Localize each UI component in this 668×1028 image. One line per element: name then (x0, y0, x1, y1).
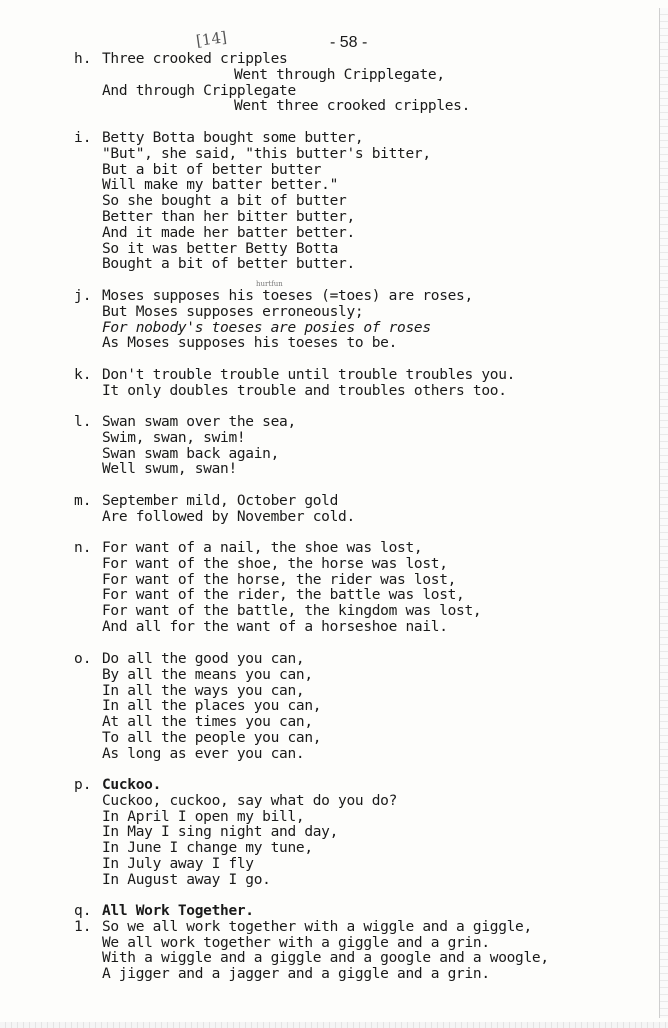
rhyme-line: With a wiggle and a giggle and a google and a woogle, (102, 950, 549, 967)
rhyme-line: Went three crooked cripples. (234, 98, 471, 115)
handwritten-annotation: hurtfun (256, 280, 283, 288)
entry-lines (102, 131, 431, 273)
rhyme-line: Moses supposes his toeses (=toes) are roses, (102, 288, 473, 304)
rhyme-line: In May I sing night and day, (102, 824, 339, 841)
rhyme-line: For want of the shoe, the horse was lost, (102, 555, 448, 572)
entry-letter: k. (74, 367, 92, 383)
rhyme-line: For nobody's toeses are posies of roses (102, 319, 431, 336)
rhyme-line: Don't trouble trouble until trouble troubles you. (102, 367, 516, 383)
entry-lines (102, 541, 481, 636)
rhyme-line: In April I open my bill, (102, 808, 305, 825)
entry-letter: i. (74, 130, 92, 146)
rhyme-line: In all the places you can, (102, 698, 322, 715)
rhyme-line: But a bit of better butter (102, 161, 322, 178)
rhyme-line: In August away I go. (102, 871, 271, 888)
rhyme-line: Went through Cripplegate, (234, 66, 445, 83)
rhyme-line: Swim, swan, swim! (102, 429, 246, 446)
entry-lines (102, 415, 296, 478)
entry-title: Cuckoo. (102, 777, 162, 793)
entry-lines (102, 494, 355, 526)
entry-letter: j. (74, 288, 92, 304)
page-edge (659, 8, 668, 1018)
rhyme-line: We all work together with a giggle and a grin. (102, 934, 490, 951)
rhyme-line: September mild, October gold (102, 493, 339, 509)
rhyme-line: So she bought a bit of butter (102, 193, 347, 210)
entry-lines (102, 368, 515, 400)
rhyme-line: Betty Botta bought some butter, (102, 130, 364, 146)
rhyme-line: Swan swam back again, (102, 445, 280, 462)
handwritten-note: [14] (194, 27, 228, 51)
page-bottom-edge (0, 1022, 668, 1028)
entry-lines (102, 778, 397, 889)
rhyme-line: At all the times you can, (102, 714, 313, 731)
rhyme-line: As long as ever you can. (102, 745, 305, 762)
rhyme-line: Bought a bit of better butter. (102, 256, 355, 273)
rhyme-line: In June I change my tune, (102, 840, 313, 857)
rhyme-line: And all for the want of a horseshoe nail. (102, 618, 448, 635)
rhyme-line: Are followed by November cold. (102, 508, 355, 525)
rhyme-line: A jigger and a jagger and a giggle and a grin. (102, 966, 490, 983)
entry-sub-number: 1. (74, 918, 92, 935)
entry-lines (102, 289, 473, 352)
rhyme-line: Cuckoo, cuckoo, say what do you do? (102, 792, 398, 809)
rhyme-line: In all the ways you can, (102, 682, 305, 699)
rhyme-line: For want of a nail, the shoe was lost, (102, 540, 423, 556)
entry-letter: n. (74, 540, 92, 556)
entry-lines (102, 52, 470, 115)
rhyme-line: Three crooked cripples (102, 51, 288, 67)
rhyme-line: By all the means you can, (102, 666, 313, 683)
rhyme-line: And it made her batter better. (102, 224, 355, 241)
rhyme-line: "But", she said, "this butter's bitter, (102, 145, 431, 162)
rhyme-line: It only doubles trouble and troubles others too. (102, 382, 507, 399)
rhyme-line: For want of the horse, the rider was lost, (102, 571, 457, 588)
rhyme-line: As Moses supposes his toeses to be. (102, 335, 398, 352)
rhyme-line: But Moses supposes erroneously; (102, 303, 364, 320)
entry-lines (102, 904, 549, 983)
entry-letter: o. (74, 651, 92, 667)
rhyme-line: Better than her bitter butter, (102, 208, 355, 225)
rhyme-line: To all the people you can, (102, 729, 322, 746)
rhyme-line: For want of the rider, the battle was lost, (102, 587, 465, 604)
page-number: - 58 - (330, 34, 368, 51)
rhyme-line: And through Cripplegate (102, 82, 296, 99)
rhyme-line: Will make my batter better." (102, 177, 339, 194)
entry-lines (102, 652, 321, 763)
rhyme-line: Well swum, swan! (102, 461, 237, 478)
entry-letter: l. (74, 414, 92, 430)
entry-letter: q. (74, 903, 92, 919)
rhyme-line: Swan swam over the sea, (102, 414, 296, 430)
entry-letter: m. (74, 493, 92, 509)
entry-letter: p. (74, 777, 92, 793)
entry-letter: h. (74, 51, 92, 67)
rhyme-line: In July away I fly (102, 855, 254, 872)
rhyme-line: For want of the battle, the kingdom was lost, (102, 603, 482, 620)
entry-title: All Work Together. (102, 903, 254, 919)
rhyme-line: So it was better Betty Botta (102, 240, 339, 257)
rhyme-line: Do all the good you can, (102, 651, 305, 667)
rhyme-line: So we all work together with a wiggle and a giggle, (102, 918, 532, 935)
